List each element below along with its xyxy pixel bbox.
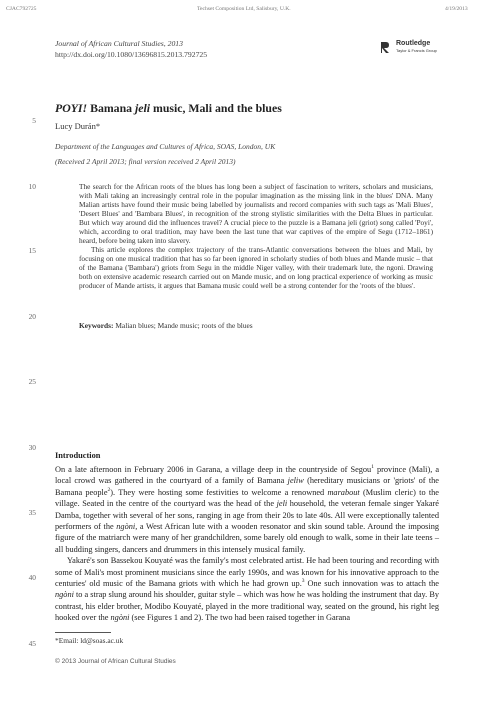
title-rest: music, Mali and the blues bbox=[150, 101, 282, 115]
footnote-ref[interactable]: 1 bbox=[371, 464, 374, 471]
line-number: 40 bbox=[28, 573, 36, 582]
running-header-code: CJAC792725 bbox=[6, 6, 37, 12]
term-ngoni: ngòni bbox=[110, 613, 130, 623]
text-run: province (Mali), a local crowd was gathered in the courtyard of a family of Bamana bbox=[55, 465, 439, 486]
text-run: (hereditary musicians or 'griots' of the Bamana people bbox=[55, 476, 439, 497]
running-header-publisher: Techset Composition Ltd, Salisbury, U.K. bbox=[197, 6, 291, 12]
title-poyi: POYI! bbox=[55, 101, 88, 115]
term-marabout: marabout bbox=[327, 487, 360, 497]
abstract-paragraph-1: The search for the African roots of the blues has long been a subject of fascination to writers, scholars and musicians, with Mali taking an increasingly central role in the popular imagination as the missing link in the blues' DNA. Many Malian artists have found their music being labelled by journalists and record companies with such tags as 'Mali Blues', 'Desert Blues' and 'Bambara Blues', in recognition of the strong stylistic similarities with the Delta Blues in particular. But which way around did the influences travel? A crucial piece to the puzzle is a Bamana jeli (griot) song called 'Poyi', which, according to oral tradition, may have been the last tune that war captives of the empire of Segu (1712–1861) heard, before being taken into slavery. bbox=[79, 182, 433, 245]
text-run: On a late afternoon in February 2006 in Garana, a village deep in the countryside of Segou bbox=[55, 465, 372, 474]
author-affiliation: Department of the Languages and Cultures of Africa, SOAS, London, UK bbox=[55, 142, 276, 151]
text-run: ). They were hosting some festivities to welcome a renowned bbox=[110, 487, 328, 497]
body-text bbox=[55, 464, 439, 624]
doi-link[interactable]: http://dx.doi.org/10.1080/13696815.2013.792725 bbox=[55, 50, 208, 59]
text-run: Yakaré's son Bassekou Kouyaté was the family's most celebrated artist. He had been touring and recording with some of Mali's most prominent musicians since the early 1990s, and was known for his innovative approach to the centuries' old music of the Bamana griots with which he had grown up. bbox=[55, 556, 439, 589]
line-number: 20 bbox=[28, 312, 36, 321]
text-run: household, the veteran female singer Yakaré Damba, together with several of her sons, ranging in age from their 20s to late 40s. All were exceptionally talented performers of the bbox=[55, 499, 439, 532]
text-run: (see Figures 1 and 2). The two had been raised together in Garana bbox=[129, 613, 350, 623]
publisher-logo bbox=[380, 38, 437, 56]
logo-line2: Taylor & Francis Group bbox=[396, 48, 437, 54]
author-name: Lucy Durán* bbox=[55, 121, 101, 131]
body-paragraph-2 bbox=[55, 555, 439, 623]
title-jeli: jeli bbox=[134, 101, 151, 115]
term-jeli: jeli bbox=[276, 499, 288, 509]
article-title bbox=[55, 101, 282, 116]
title-bamana: Bamana bbox=[87, 101, 135, 115]
line-number: 15 bbox=[28, 246, 36, 255]
author-email-footnote: *Email: ld@soas.ac.uk bbox=[55, 636, 124, 645]
journal-name: Journal of African Cultural Studies, 2013 bbox=[55, 39, 183, 48]
abstract bbox=[79, 182, 433, 290]
body-paragraph-1 bbox=[55, 464, 439, 555]
term-jeliw: jeliw bbox=[287, 476, 304, 486]
text-run: (Muslim cleric) to the village. Seated in the centre of the courtyard was the head of the bbox=[55, 487, 439, 509]
term-ngoni: ngòni bbox=[55, 590, 74, 600]
line-number: 35 bbox=[28, 508, 36, 517]
text-run: One such innovation was to attach the bbox=[304, 579, 439, 589]
footnote-ref[interactable]: 3 bbox=[301, 578, 305, 585]
text-run: , a West African lute with a wooden resonator and skin sound table. Around the imposing figure of the matriarch were many of her grandchildren, some barely old enough to walk, some in their late teens – all budding singers, dancers and drummers in this intensely musical family. bbox=[55, 522, 439, 554]
line-number: 5 bbox=[32, 116, 36, 125]
keywords bbox=[79, 321, 253, 330]
line-number: 25 bbox=[28, 377, 36, 386]
footnote-rule bbox=[55, 632, 111, 633]
routledge-logo-icon bbox=[380, 41, 390, 54]
running-header-date: 4/19/2013 bbox=[445, 6, 468, 12]
abstract-paragraph-2: This article explores the complex trajectory of the trans-Atlantic conversations between the blues and Mali, by focusing on one musical tradition that has so far been ignored in scholarly studies of both blues and Mande music – that of the Bamana ('Bambara') griots from Segu in the middle Niger valley, with their trademark lute, the ngoni. Drawing both on extensive academic research carried out on Mande music, and on long practical experience of working as music producer of Mande artists, it argues that Bamana music could well be a strong contender for the 'roots of the blues'. bbox=[79, 245, 433, 290]
logo-line1: Routledge bbox=[396, 40, 431, 48]
footnote-ref[interactable]: 2 bbox=[107, 487, 111, 494]
text-run: to a strap slung around his shoulder, guitar style – which was how he was holding the instrument that day. By contrast, his elder brother, Modibo Kouyaté, played in the more traditional way, seated on the ground, his right leg hooked over the bbox=[55, 590, 439, 623]
copyright-line: © 2013 Journal of African Cultural Studies bbox=[55, 658, 176, 665]
received-dates: (Received 2 April 2013; final version received 2 April 2013) bbox=[55, 157, 236, 166]
line-number: 45 bbox=[28, 639, 36, 648]
line-number: 10 bbox=[28, 182, 36, 191]
keywords-list: Malian blues; Mande music; roots of the blues bbox=[113, 321, 253, 330]
keywords-label: Keywords: bbox=[79, 321, 114, 330]
line-number: 30 bbox=[28, 443, 36, 452]
section-heading-introduction: Introduction bbox=[55, 451, 101, 460]
term-ngoni: ngòni bbox=[116, 522, 136, 532]
